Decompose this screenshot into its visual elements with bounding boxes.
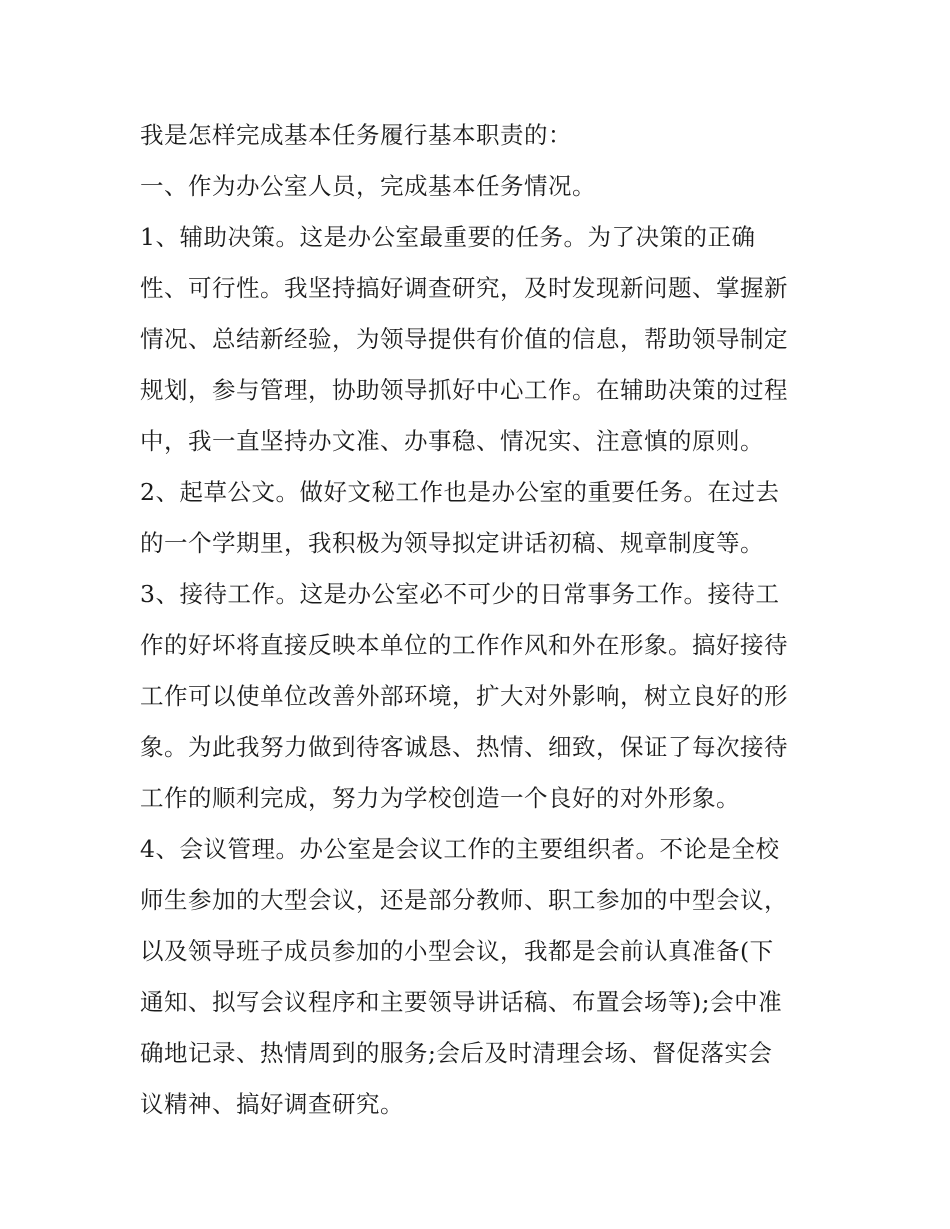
paragraph-line: 2、起草公文。做好文秘工作也是办公室的重要任务。在过去 — [140, 478, 780, 506]
paragraph-line: 确地记录、热情周到的服务;会后及时清理会场、督促落实会 — [140, 1039, 773, 1067]
paragraph-line: 的一个学期里，我积极为领导拟定讲话初稿、规章制度等。 — [140, 529, 764, 557]
paragraph-line: 4、会议管理。办公室是会议工作的主要组织者。不论是全校 — [140, 835, 780, 863]
paragraph-line: 中，我一直坚持办文准、办事稳、情况实、注意慎的原则。 — [140, 427, 764, 455]
paragraph-line: 师生参加的大型会议，还是部分教师、职工参加的中型会议， — [140, 886, 788, 914]
paragraph-line: 通知、拟写会议程序和主要领导讲话稿、布置会场等);会中准 — [140, 988, 783, 1016]
paragraph-line: 3、接待工作。这是办公室必不可少的日常事务工作。接待工 — [140, 580, 780, 608]
section-heading: 一、作为办公室人员，完成基本任务情况。 — [140, 172, 596, 200]
paragraph-line: 性、可行性。我坚持搞好调查研究，及时发现新问题、掌握新 — [140, 274, 788, 302]
paragraph-line: 象。为此我努力做到待客诚恳、热情、细致，保证了每次接待 — [140, 733, 788, 761]
paragraph-line: 1、辅助决策。这是办公室最重要的任务。为了决策的正确 — [140, 223, 756, 251]
paragraph-line: 工作可以使单位改善外部环境，扩大对外影响，树立良好的形 — [140, 682, 788, 710]
paragraph-line: 议精神、搞好调查研究。 — [140, 1090, 404, 1118]
paragraph-line: 作的好坏将直接反映本单位的工作作风和外在形象。搞好接待 — [140, 631, 788, 659]
paragraph-line: 以及领导班子成员参加的小型会议，我都是会前认真准备(下 — [140, 937, 774, 965]
heading-line: 我是怎样完成基本任务履行基本职责的： — [140, 121, 572, 149]
paragraph-line: 工作的顺利完成，努力为学校创造一个良好的对外形象。 — [140, 784, 740, 812]
paragraph-line: 情况、总结新经验，为领导提供有价值的信息，帮助领导制定 — [140, 325, 788, 353]
document-body — [140, 110, 820, 1130]
paragraph-line: 规划，参与管理，协助领导抓好中心工作。在辅助决策的过程 — [140, 376, 788, 404]
